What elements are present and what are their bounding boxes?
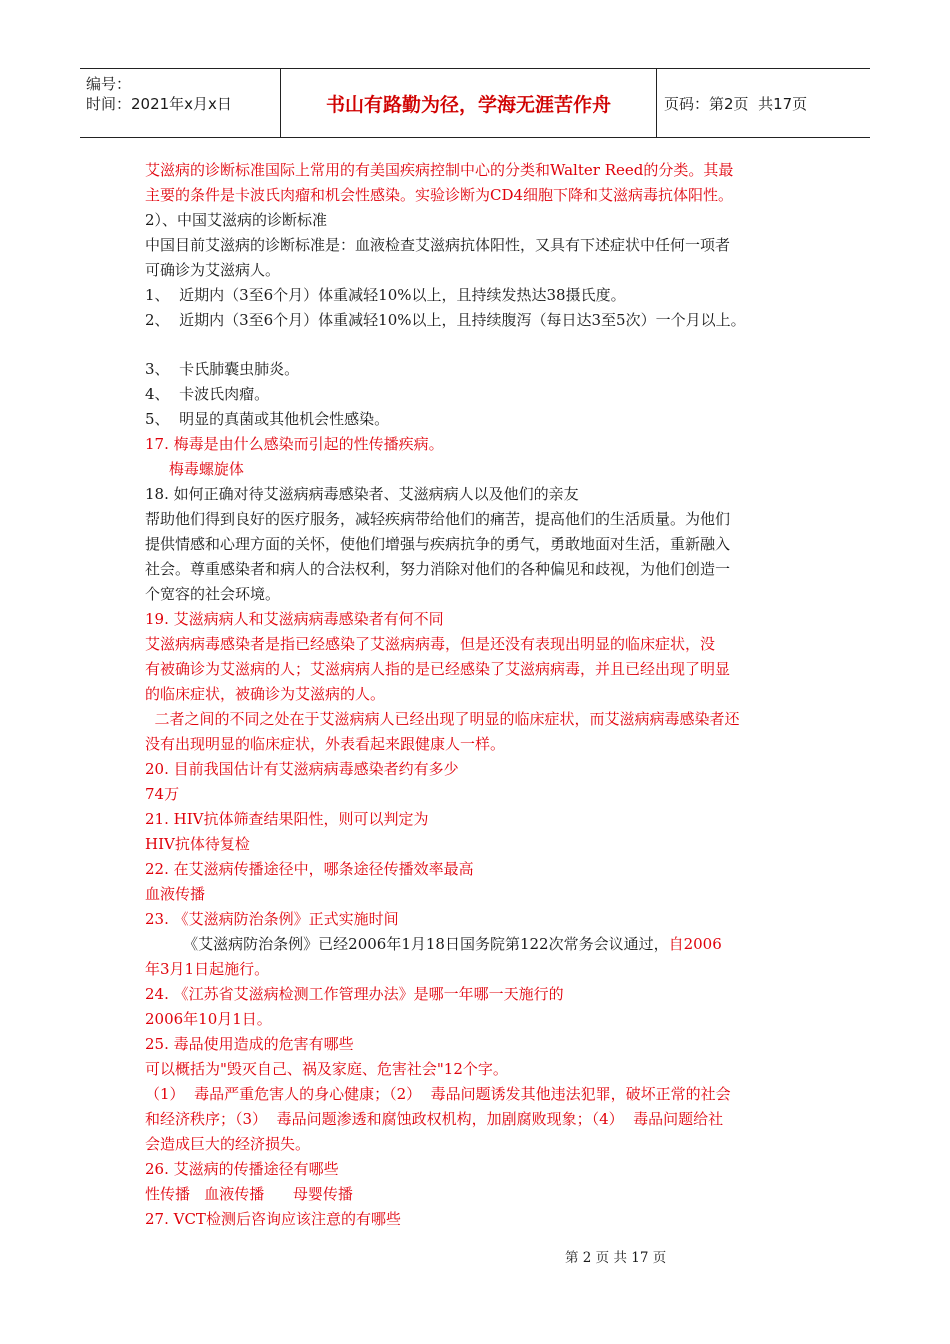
text-line: 艾滋病病毒感染者是指已经感染了艾滋病病毒，但是还没有表现出明显的临床症状，没 (145, 635, 716, 653)
code-label: 编号： (86, 75, 132, 93)
text-line: （1） 毒品严重危害人的身心健康；（2） 毒品问题诱发其他违法犯罪，破坏正常的社会 (145, 1085, 731, 1103)
text-line: 可以概括为"毁灭自己、祸及家庭、危害社会"12个字。 (145, 1060, 508, 1078)
text-line: 二者之间的不同之处在于艾滋病病人已经出现了明显的临床症状，而艾滋病病毒感染者还 (145, 710, 740, 728)
text-line: 27. VCT检测后咨询应该注意的有哪些 (145, 1210, 401, 1228)
text-line: 20. 目前我国估计有艾滋病病毒感染者约有多少 (145, 760, 459, 778)
text-line: 中国目前艾滋病的诊断标准是：血液检查艾滋病抗体阳性，又具有下述症状中任何一项者 (145, 236, 731, 254)
text-line: 1、 近期内（3至6个月）体重减轻10%以上，且持续发热达38摄氏度。 (145, 286, 626, 304)
text-line: HIV抗体待复检 (145, 835, 250, 853)
text-line: 和经济秩序；（3） 毒品问题渗透和腐蚀政权机构，加剧腐败现象；（4） 毒品问题给社 (145, 1110, 724, 1128)
text-line: 主要的条件是卡波氏肉瘤和机会性感染。实验诊断为CD4细胞下降和艾滋病毒抗体阳性。 (145, 186, 734, 204)
text-segment: 《艾滋病防治条例》已经2006年1月18日国务院第122次常务会议通过， (145, 935, 669, 953)
text-line: 25. 毒品使用造成的危害有哪些 (145, 1035, 354, 1053)
text-line: 有被确诊为艾滋病的人；艾滋病病人指的是已经感染了艾滋病病毒，并且已经出现了明显 (145, 660, 731, 678)
text-line: 社会。尊重感染者和病人的合法权利，努力消除对他们的各种偏见和歧视，为他们创造一 (145, 560, 731, 578)
text-line: 24. 《江苏省艾滋病检测工作管理办法》是哪一年哪一天施行的 (145, 985, 564, 1003)
text-line: 2006年10月1日。 (145, 1010, 272, 1028)
text-line: 帮助他们得到良好的医疗服务，减轻疾病带给他们的痛苦，提高他们的生活质量。为他们 (145, 510, 731, 528)
text-line: 年3月1日起施行。 (145, 960, 270, 978)
text-line: 性传播 血液传播 母婴传播 (145, 1185, 353, 1203)
text-line: 26. 艾滋病的传播途径有哪些 (145, 1160, 339, 1178)
text-line: 个宽容的社会环境。 (145, 585, 281, 603)
text-line: 23. 《艾滋病防治条例》正式实施时间 (145, 910, 399, 928)
text-line: 5、 明显的真菌或其他机会性感染。 (145, 410, 390, 428)
text-line-mixed (145, 934, 722, 954)
text-line: 18. 如何正确对待艾滋病病毒感染者、艾滋病病人以及他们的亲友 (145, 485, 579, 503)
text-line: 3、 卡氏肺囊虫肺炎。 (145, 360, 300, 378)
text-line: 没有出现明显的临床症状，外表看起来跟健康人一样。 (145, 735, 506, 753)
text-line: 19. 艾滋病病人和艾滋病病毒感染者有何不同 (145, 610, 444, 628)
text-line: 可确诊为艾滋病人。 (145, 261, 281, 279)
text-line: 2、 近期内（3至6个月）体重减轻10%以上，且持续腹泻（每日达3至5次）一个月以上。 (145, 311, 746, 329)
text-line: 4、 卡波氏肉瘤。 (145, 385, 270, 403)
text-line: 22. 在艾滋病传播途径中，哪条途径传播效率最高 (145, 860, 474, 878)
text-line: 的临床症状，被确诊为艾滋病的人。 (145, 685, 386, 703)
text-line: 梅毒螺旋体 (145, 460, 244, 478)
text-line: 2）、中国艾滋病的诊断标准 (145, 211, 328, 229)
text-line: 74万 (145, 785, 180, 803)
page-number-label: 页码：第2页 共17页 (664, 94, 808, 113)
time-label: 时间：2021年x月x日 (86, 95, 232, 113)
motto-title: 书山有路勤为径，学海无涯苦作舟 (281, 69, 657, 137)
text-line: 提供情感和心理方面的关怀，使他们增强与疾病抗争的勇气，勇敢地面对生活，重新融入 (145, 535, 731, 553)
text-segment: 自2006 (668, 935, 722, 953)
text-line: 21. HIV抗体筛查结果阳性，则可以判定为 (145, 810, 429, 828)
text-line: 艾滋病的诊断标准国际上常用的有美国疾病控制中心的分类和Walter Reed的分类。其最 (145, 161, 734, 179)
page-footer: 第 2 页 共 17 页 (565, 1250, 667, 1266)
header-meta-cell (80, 69, 281, 137)
page-number-cell (664, 69, 807, 137)
text-line: 会造成巨大的经济损失。 (145, 1135, 311, 1153)
text-line: 血液传播 (145, 885, 206, 903)
text-line: 17. 梅毒是由什么感染而引起的性传播疾病。 (145, 435, 444, 453)
header-table (80, 68, 870, 138)
